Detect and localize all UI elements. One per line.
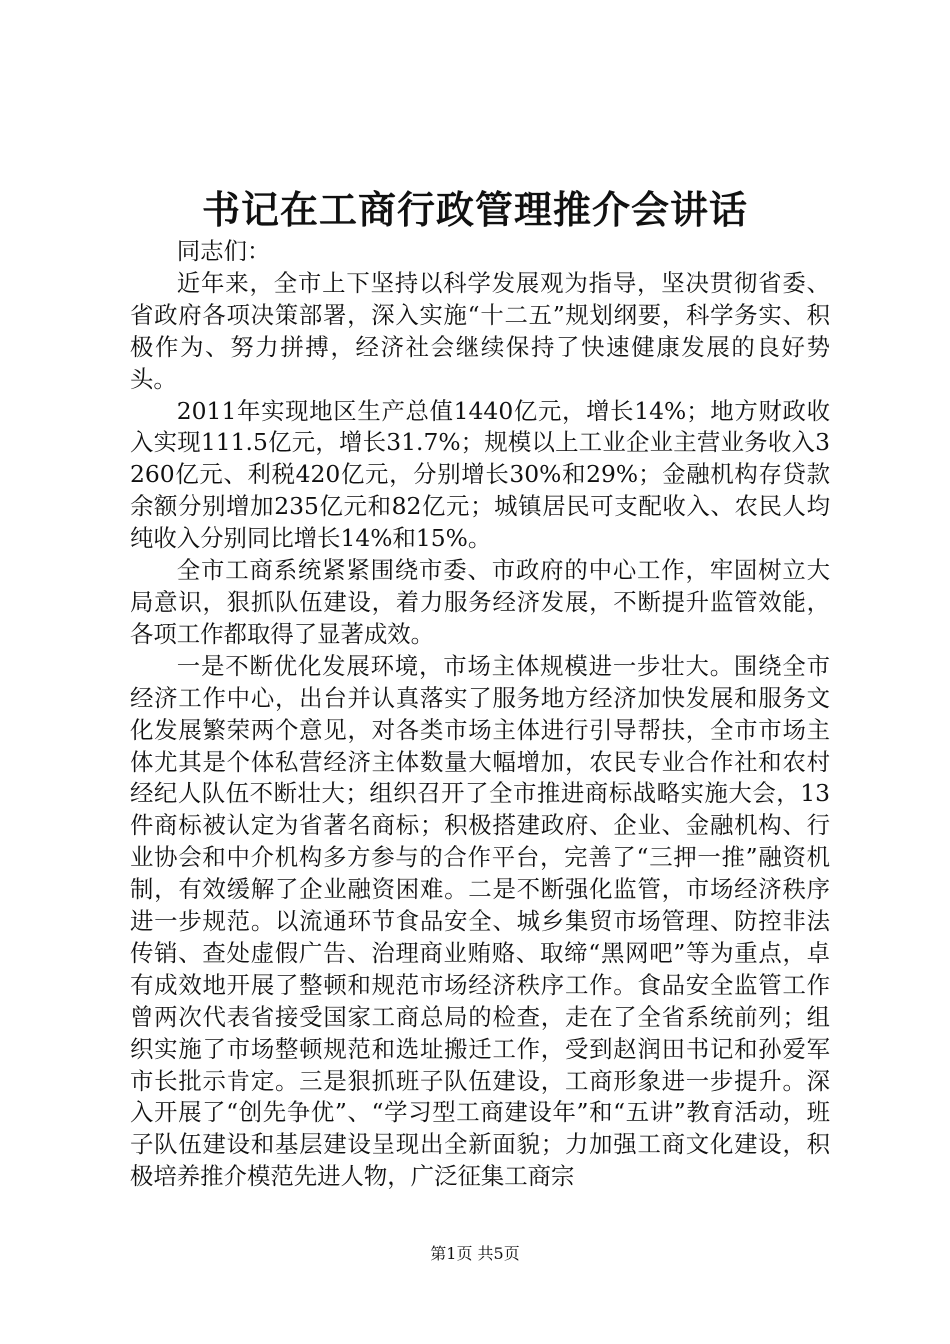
body-paragraph: 一是不断优化发展环境，市场主体规模进一步壮大。围绕全市经济工作中心，出台并认真落实了服务地方经济加快发展和服务文化发展繁荣两个意见，对各类市场主体进行引导帮扶，全市市场主体尤其是个体私营经济主体数量大幅增加，农民专业合作社和农村经纪人队伍不断壮大；组织召开了全市推进商标战略实施大会，13件商标被认定为省著名商标；积极搭建政府、企业、金融机构、行业协会和中介机构多方参与的合作平台，完善了“三押一推”融资机制，有效缓解了企业融资困难。二是不断强化监管，市场经济秩序进一步规范。以流通环节食品安全、城乡集贸市场管理、防控非法传销、查处虚假广告、治理商业贿赂、取缔“黑网吧”等为重点，卓有成效地开展了整顿和规范市场经济秩序工作。食品安全监管工作曾两次代表省接受国家工商总局的检查，走在了全省系统前列；组织实施了市场整顿规范和选址搬迁工作，受到赵润田书记和孙爱军市长批示肯定。三是狠抓班子队伍建设，工商形象进一步提升。深入开展了“创先争优”、“学习型工商建设年”和“五讲”教育活动，班子队伍建设和基层建设呈现出全新面貌；力加强工商文化建设，积极培养推介模范先进人物，广泛征集工商宗 xyxy=(130,651,830,1191)
body-paragraph: 2011年实现地区生产总值1440亿元，增长14%；地方财政收入实现111.5亿元，增长31.7%；规模以上工业企业主营业务收入3260亿元、利税420亿元，分别增长30%和29%；金融机构存贷款余额分别增加235亿元和82亿元；城镇居民可支配收入、农民人均纯收入分别同比增长14%和15%。 xyxy=(130,396,830,553)
body-paragraph: 近年来，全市上下坚持以科学发展观为指导，坚决贯彻省委、省政府各项决策部署，深入实施“十二五”规划纲要，科学务实、积极作为、努力拼搏，经济社会继续保持了快速健康发展的良好势头。 xyxy=(130,268,830,393)
document-body xyxy=(130,236,830,1193)
page-number-footer: 第1页 共5页 xyxy=(430,1244,520,1263)
body-paragraph: 全市工商系统紧紧围绕市委、市政府的中心工作，牢固树立大局意识，狠抓队伍建设，着力服务经济发展，不断提升监管效能，各项工作都取得了显著成效。 xyxy=(130,556,830,648)
document-title: 书记在工商行政管理推介会讲话 xyxy=(201,187,748,232)
greeting-paragraph: 同志们： xyxy=(176,237,271,265)
